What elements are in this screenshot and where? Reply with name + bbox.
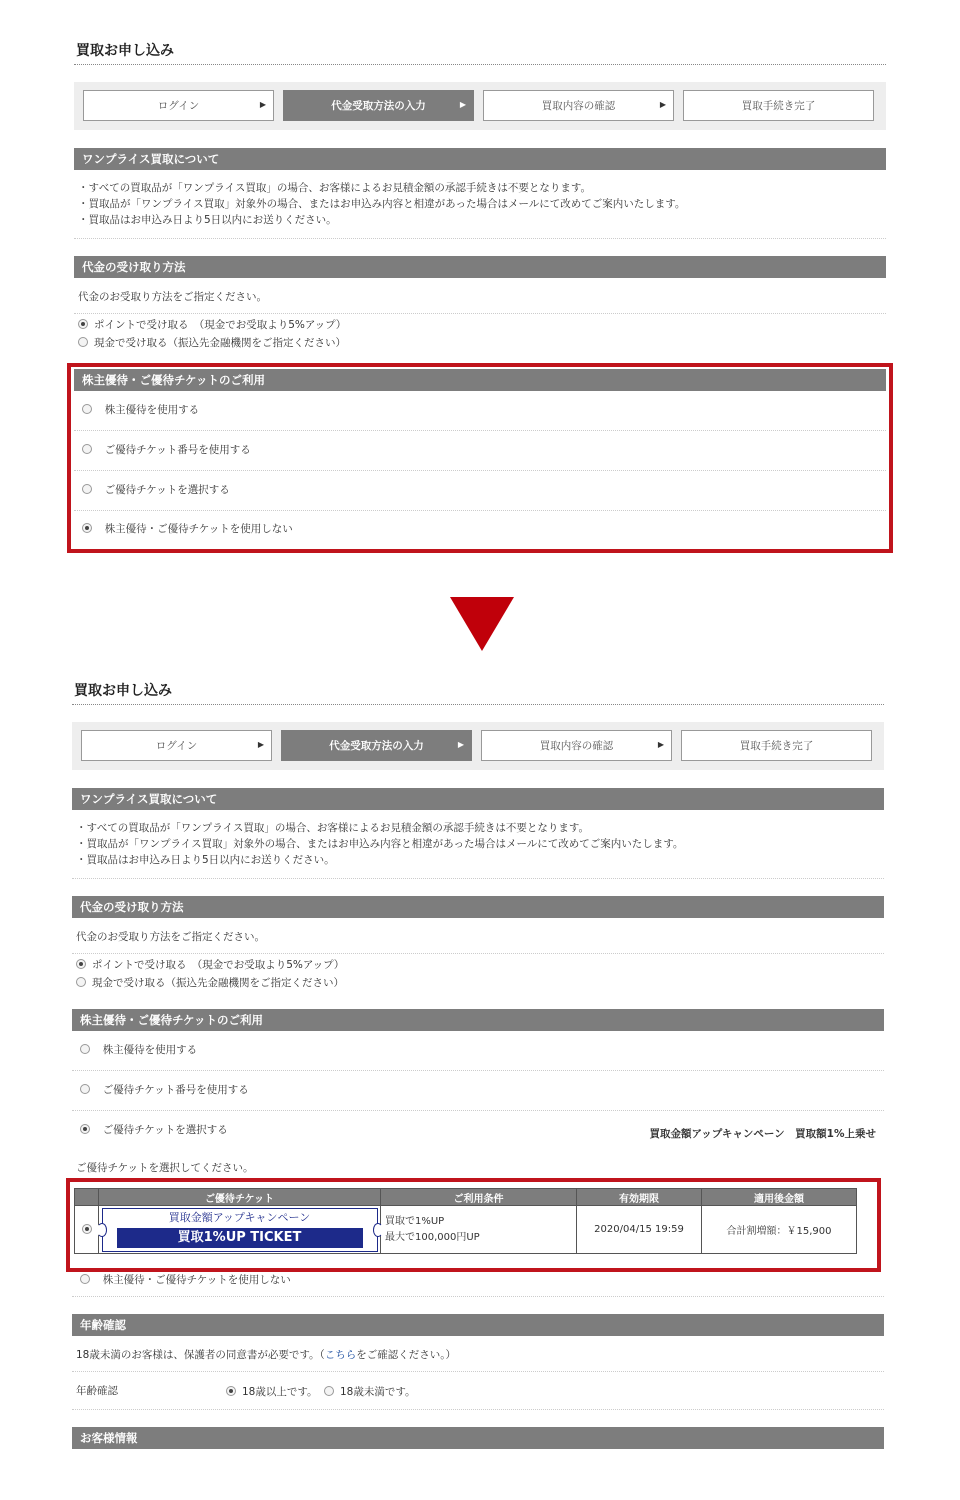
ticket-option-number[interactable]: ご優待チケット番号を使用する: [82, 442, 251, 457]
payment-header: 代金の受け取り方法: [72, 896, 884, 918]
title-divider: [72, 704, 884, 705]
step-confirm: 買取内容の確認 ▶: [481, 730, 672, 761]
divider: [72, 1409, 884, 1410]
step-confirm: 買取内容の確認 ▶: [483, 90, 674, 121]
ticket-option-shareholder[interactable]: 株主優待を使用する: [82, 402, 199, 417]
divider: [72, 953, 884, 954]
chevron-right-icon: ▶: [457, 740, 464, 749]
chevron-right-icon: ▶: [459, 100, 466, 109]
radio-button[interactable]: [80, 1044, 90, 1054]
chevron-right-icon: ▶: [257, 740, 264, 749]
step-login: ログイン ▶: [81, 730, 272, 761]
page-title: 買取お申し込み: [74, 683, 172, 699]
step-complete: 買取手続き完了: [683, 90, 874, 121]
radio-button[interactable]: [76, 977, 86, 987]
campaign-note: 買取金額アップキャンペーン 買取額1%上乗せ: [649, 1128, 876, 1140]
ticket-option-shareholder[interactable]: 株主優待を使用する: [80, 1042, 197, 1057]
radio-button[interactable]: [80, 1124, 90, 1134]
highlight-box: [67, 363, 893, 553]
col-header-amount: 適用後金額: [702, 1189, 857, 1206]
age-option-minor[interactable]: 18歳未満です。: [324, 1384, 416, 1399]
ticket-option-number[interactable]: ご優待チケット番号を使用する: [80, 1082, 249, 1097]
divider: [72, 1070, 884, 1071]
ticket-title: 買取金額アップキャンペーン: [168, 1210, 311, 1224]
ticket-header: 株主優待・ご優待チケットのご利用: [74, 369, 886, 391]
divider: [72, 1110, 884, 1111]
page-title: 買取お申し込み: [76, 43, 174, 59]
radio-button[interactable]: [76, 959, 86, 969]
payment-option-points[interactable]: ポイントで受け取る （現金でお受取より5%アップ）: [78, 317, 346, 332]
divider: [74, 238, 886, 239]
one-price-line: ・買取品はお申込み日より5日以内にお送りください。: [78, 214, 337, 226]
col-header-condition: ご利用条件: [381, 1189, 577, 1206]
one-price-header: ワンプライス買取について: [74, 148, 886, 170]
one-price-line: ・買取品はお申込み日より5日以内にお送りください。: [76, 854, 335, 866]
step-payment-input: 代金受取方法の入力 ▶: [281, 730, 472, 761]
radio-button[interactable]: [78, 337, 88, 347]
one-price-line: ・すべての買取品が「ワンプライス買取」の場合、お客様によるお見積金額の承認手続きは不要となります。: [76, 822, 590, 834]
payment-header: 代金の受け取り方法: [74, 256, 886, 278]
payment-option-cash[interactable]: 現金で受け取る（振込先金融機関をご指定ください）: [76, 975, 344, 990]
radio-button[interactable]: [324, 1386, 334, 1396]
expiry-cell: 2020/04/15 19:59: [577, 1206, 702, 1254]
step-payment-input: 代金受取方法の入力 ▶: [283, 90, 474, 121]
age-note: 18歳未満のお客様は、保護者の同意書が必要です。（こちらをご確認ください。）: [76, 1349, 457, 1361]
one-price-line: ・買取品が「ワンプライス買取」対象外の場合、またはお申込み内容と相違があった場合はメールにて改めてご案内いたします。: [78, 198, 686, 210]
ticket-badge: 買取1%UP TICKET: [117, 1228, 363, 1248]
age-header: 年齢確認: [72, 1314, 884, 1336]
divider: [72, 878, 884, 879]
payment-instruction: 代金のお受取り方法をご指定ください。: [76, 931, 265, 943]
ticket-option-select[interactable]: ご優待チケットを選択する: [82, 482, 230, 497]
step-complete: 買取手続き完了: [681, 730, 872, 761]
col-header-ticket: ご優待チケット: [99, 1189, 381, 1206]
step-indicator: [74, 82, 886, 130]
chevron-right-icon: ▶: [659, 100, 666, 109]
title-divider: [74, 64, 886, 65]
divider: [74, 313, 886, 314]
radio-button[interactable]: [226, 1386, 236, 1396]
age-option-adult[interactable]: 18歳以上です。: [226, 1384, 318, 1399]
divider: [72, 1296, 884, 1297]
one-price-header: ワンプライス買取について: [72, 788, 884, 810]
one-price-line: ・買取品が「ワンプライス買取」対象外の場合、またはお申込み内容と相違があった場合はメールにて改めてご案内いたします。: [76, 838, 684, 850]
payment-option-points[interactable]: ポイントで受け取る （現金でお受取より5%アップ）: [76, 957, 344, 972]
chevron-right-icon: ▶: [657, 740, 664, 749]
divider: [72, 1371, 884, 1372]
ticket-option-none[interactable]: 株主優待・ご優待チケットを使用しない: [80, 1272, 291, 1287]
ticket-option-none[interactable]: 株主優待・ご優待チケットを使用しない: [82, 521, 293, 536]
radio-button[interactable]: [80, 1084, 90, 1094]
col-header-expiry: 有効期限: [577, 1189, 702, 1206]
payment-option-cash[interactable]: 現金で受け取る（振込先金融機関をご指定ください）: [78, 335, 346, 350]
radio-button[interactable]: [78, 319, 88, 329]
highlight-box: [66, 1178, 881, 1272]
ticket-header: 株主優待・ご優待チケットのご利用: [72, 1009, 884, 1031]
amount-cell: 合計割増額：￥15,900: [702, 1206, 857, 1254]
condition-line: 買取で1%UP: [385, 1215, 445, 1227]
step-indicator: [72, 722, 884, 770]
ticket-select-prompt: ご優待チケットを選択してください。: [76, 1162, 254, 1174]
payment-instruction: 代金のお受取り方法をご指定ください。: [78, 291, 267, 303]
radio-button[interactable]: [80, 1274, 90, 1284]
step-login: ログイン ▶: [83, 90, 274, 121]
customer-header: お客様情報: [72, 1427, 884, 1449]
age-consent-link[interactable]: こちら: [324, 1349, 357, 1361]
ticket-option-select[interactable]: ご優待チケットを選択する: [80, 1122, 228, 1137]
one-price-line: ・すべての買取品が「ワンプライス買取」の場合、お客様によるお見積金額の承認手続きは不要となります。: [78, 182, 592, 194]
condition-line: 最大で100,000円UP: [385, 1231, 480, 1243]
chevron-right-icon: ▶: [259, 100, 266, 109]
age-label: 年齢確認: [76, 1385, 118, 1397]
panel-after: [72, 640, 884, 1500]
